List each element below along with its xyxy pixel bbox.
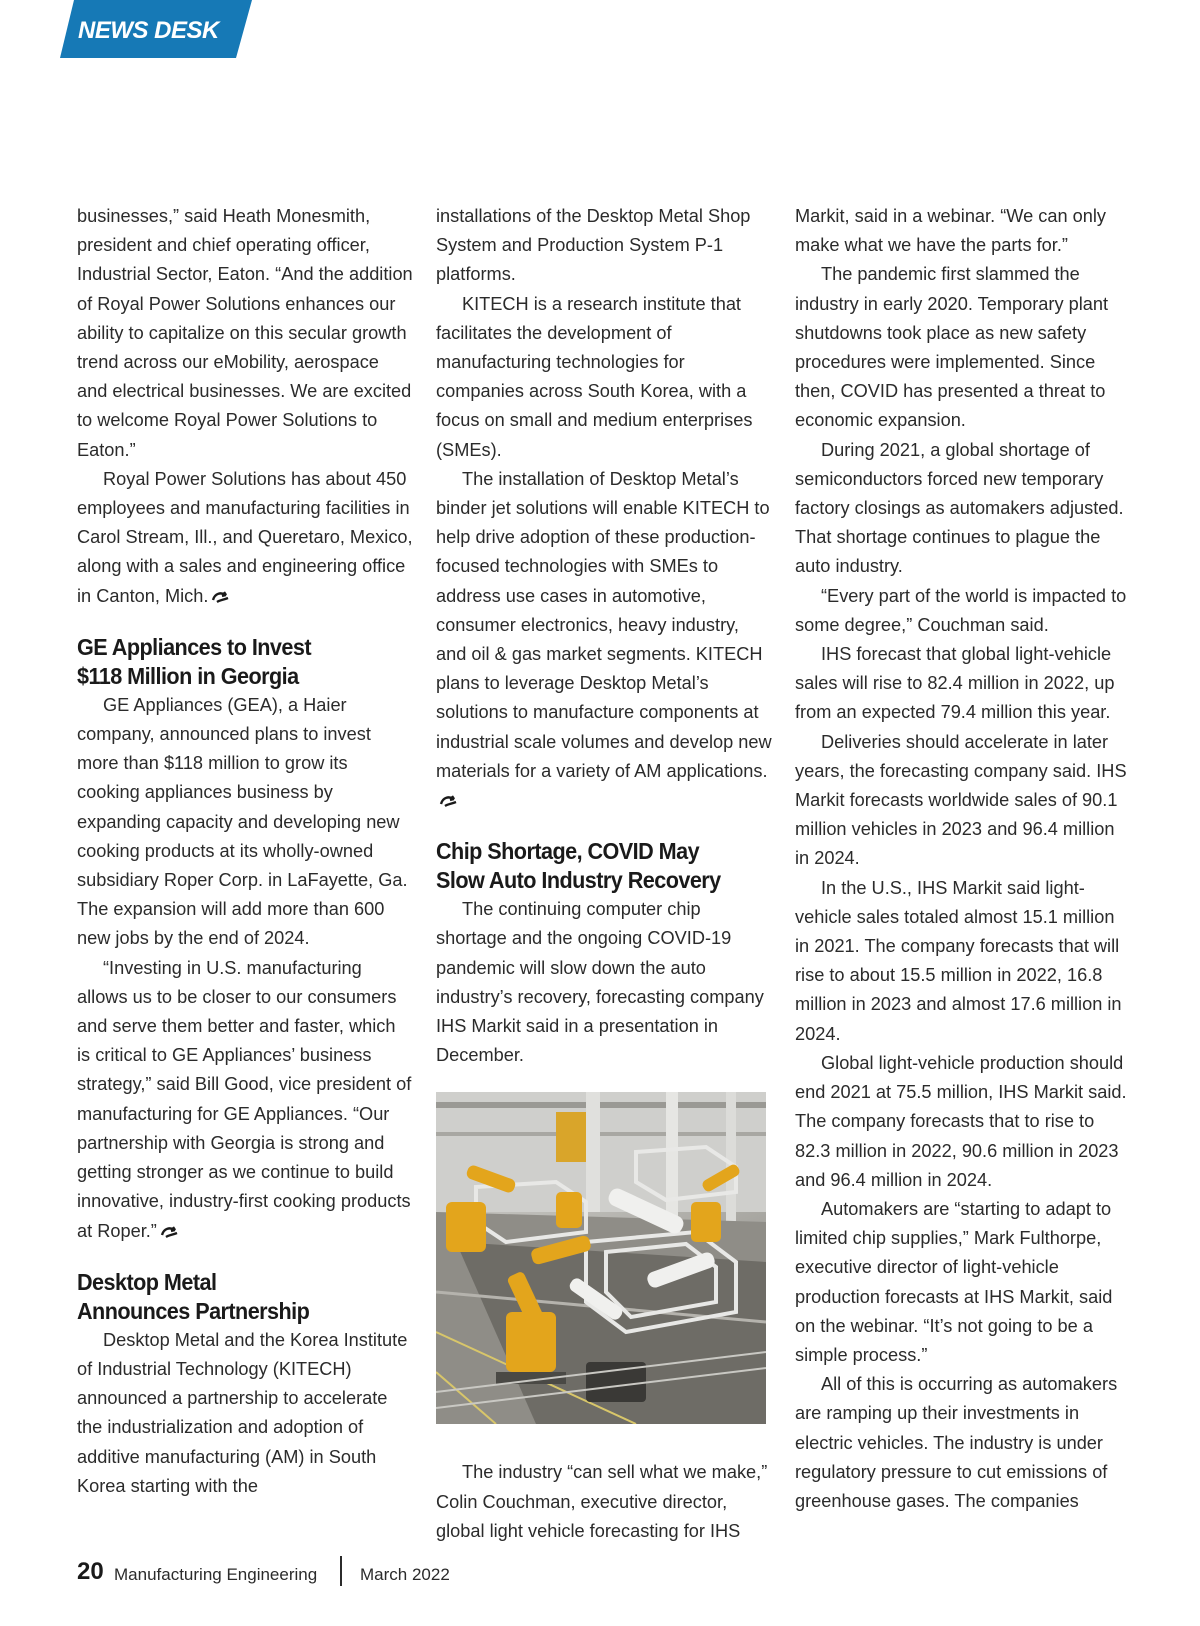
article4-headline xyxy=(436,837,745,895)
article3-headline-line1: Desktop Metal xyxy=(77,1268,217,1295)
article3-paragraph: KITECH is a research institute that facilitates the development of manufacturing technologies for companies across South Korea, with a focus on small and medium enterprises (SMEs). xyxy=(436,293,753,460)
article2-headline-line2: $118 Million in Georgia xyxy=(77,662,299,689)
article4-paragraph: In the U.S., IHS Markit said light-vehicle sales totaled almost 15.1 million in 2021. The company forecasts that will rise to about 15.5 million in 2022, 16.8 million in 2023 and almost 17.6 million in 2024. xyxy=(795,877,1122,1044)
end-mark-icon xyxy=(160,1226,180,1238)
column-3 xyxy=(795,202,1131,1516)
article4-paragraph: Deliveries should accelerate in later years, the forecasting company said. IHS Markit forecasts worldwide sales of 90.1 million vehicles in 2023 and 96.4 million in 2024. xyxy=(795,731,1127,869)
page-number: 20 xyxy=(77,1558,104,1585)
article4-paragraph: The pandemic first slammed the industry in early 2020. Temporary plant shutdowns took place as new safety procedures were implemented. Since then, COVID has presented a threat to economic expansion. xyxy=(795,264,1109,431)
article2-paragraph xyxy=(77,954,413,1246)
article3-headline xyxy=(77,1268,386,1326)
article1-paragraph xyxy=(77,465,413,611)
article4-paragraph: Markit, said in a webinar. “We can only make what we have the parts for.” xyxy=(795,206,1107,256)
article4-paragraph: The industry “can sell what we make,” Colin Couchman, executive director, global light vehicle forecasting for IHS xyxy=(436,1462,768,1541)
article2-paragraph-text: “Investing in U.S. manufacturing allows us to be closer to our consumers and serve them better and faster, which is critical to GE Appliances’ business strategy,” said Bill Good, vice president of manufacturing for GE Appliances. “Our partnership with Georgia is strong and getting stronger as we continue to build innovative, industry-first cooking products at Roper.” xyxy=(77,957,412,1241)
page-footer xyxy=(77,1556,677,1590)
article1-paragraph: businesses,” said Heath Monesmith, president and chief operating officer, Industrial Sector, Eaton. “And the addition of Royal Power Solutions enhances our ability to capitalize on this secular growth trend across our eMobility, aerospace and electrical businesses. We are excited to welcome Royal Power Solutions to Eaton.” xyxy=(77,206,413,460)
article3-paragraph: installations of the Desktop Metal Shop System and Production System P-1 platforms. xyxy=(436,206,751,285)
robotic-assembly-line-photo xyxy=(436,1092,766,1424)
footer-divider xyxy=(340,1556,342,1586)
article2-headline-line1: GE Appliances to Invest xyxy=(77,633,311,660)
article3-paragraph xyxy=(436,465,772,815)
article3-paragraph: Desktop Metal and the Korea Institute of Industrial Technology (KITECH) announced a partnership to accelerate the industrialization and adoption of additive manufacturing (AM) in South Korea starting with the xyxy=(77,1329,408,1496)
article4-paragraph: The continuing computer chip shortage and the ongoing COVID-19 pandemic will slow down the auto industry’s recovery, forecasting company IHS Markit said in a presentation in December. xyxy=(436,899,764,1066)
section-label: NEWS DESK xyxy=(78,17,219,44)
article3-headline-line2: Announces Partnership xyxy=(77,1297,310,1324)
issue-date: March 2022 xyxy=(360,1565,450,1584)
article3-paragraph-text: The installation of Desktop Metal’s binder jet solutions will enable KITECH to help drive adoption of these production-focused technologies with SMEs to address use cases in automotive, consumer electronics, heavy industry, and oil & gas market segments. KITECH plans to leverage Desktop Metal’s solutions to manufacture components at industrial scale volumes and develop new materials for a variety of AM applications. xyxy=(436,468,772,781)
article4-paragraph: All of this is occurring as automakers are ramping up their investments in electric vehicles. The industry is under regulatory pressure to cut emissions of greenhouse gases. The companies xyxy=(795,1374,1118,1511)
article4-headline-line1: Chip Shortage, COVID May xyxy=(436,838,700,865)
article2-headline xyxy=(77,633,386,691)
section-banner xyxy=(60,0,252,58)
photo-illustration xyxy=(436,1092,766,1424)
article2-paragraph: GE Appliances (GEA), a Haier company, announced plans to invest more than $118 million to grow its cooking appliances business by expanding capacity and developing new cooking products at its wholly-owned subsidiary Roper Corp. in LaFayette, Ga. The expansion will add more than 600 new jobs by the end of 2024. xyxy=(77,694,408,949)
article4-paragraph: During 2021, a global shortage of semiconductors forced new temporary factory closings as automakers adjusted. That shortage continues to plague the auto industry. xyxy=(795,439,1124,577)
article1-paragraph-text: Royal Power Solutions has about 450 employees and manufacturing facilities in Carol Stream, Ill., and Queretaro, Mexico, along with a sales and engineering office in Canton, Mich. xyxy=(77,468,413,606)
publication-name: Manufacturing Engineering xyxy=(114,1565,318,1584)
end-mark-icon xyxy=(439,795,459,807)
article4-headline-line2: Slow Auto Industry Recovery xyxy=(436,867,721,894)
article4-paragraph: Global light-vehicle production should end 2021 at 75.5 million, IHS Markit said. The company forecasts that to rise to 82.3 million in 2022, 90.6 million in 2023 and 96.4 million in 2024. xyxy=(795,1052,1127,1190)
column-2 xyxy=(436,202,772,1546)
article4-paragraph: “Every part of the world is impacted to some degree,” Couchman said. xyxy=(795,585,1127,635)
column-1 xyxy=(77,202,413,1501)
end-mark-icon xyxy=(211,591,231,603)
article4-paragraph: Automakers are “starting to adapt to limited chip supplies,” Mark Fulthorpe, executive director of light-vehicle production forecasts at IHS Markit, said on the webinar. “It’s not going to be a simple process.” xyxy=(795,1198,1113,1365)
article4-paragraph: IHS forecast that global light-vehicle sales will rise to 82.4 million in 2022, up from an expected 79.4 million this year. xyxy=(795,644,1115,723)
